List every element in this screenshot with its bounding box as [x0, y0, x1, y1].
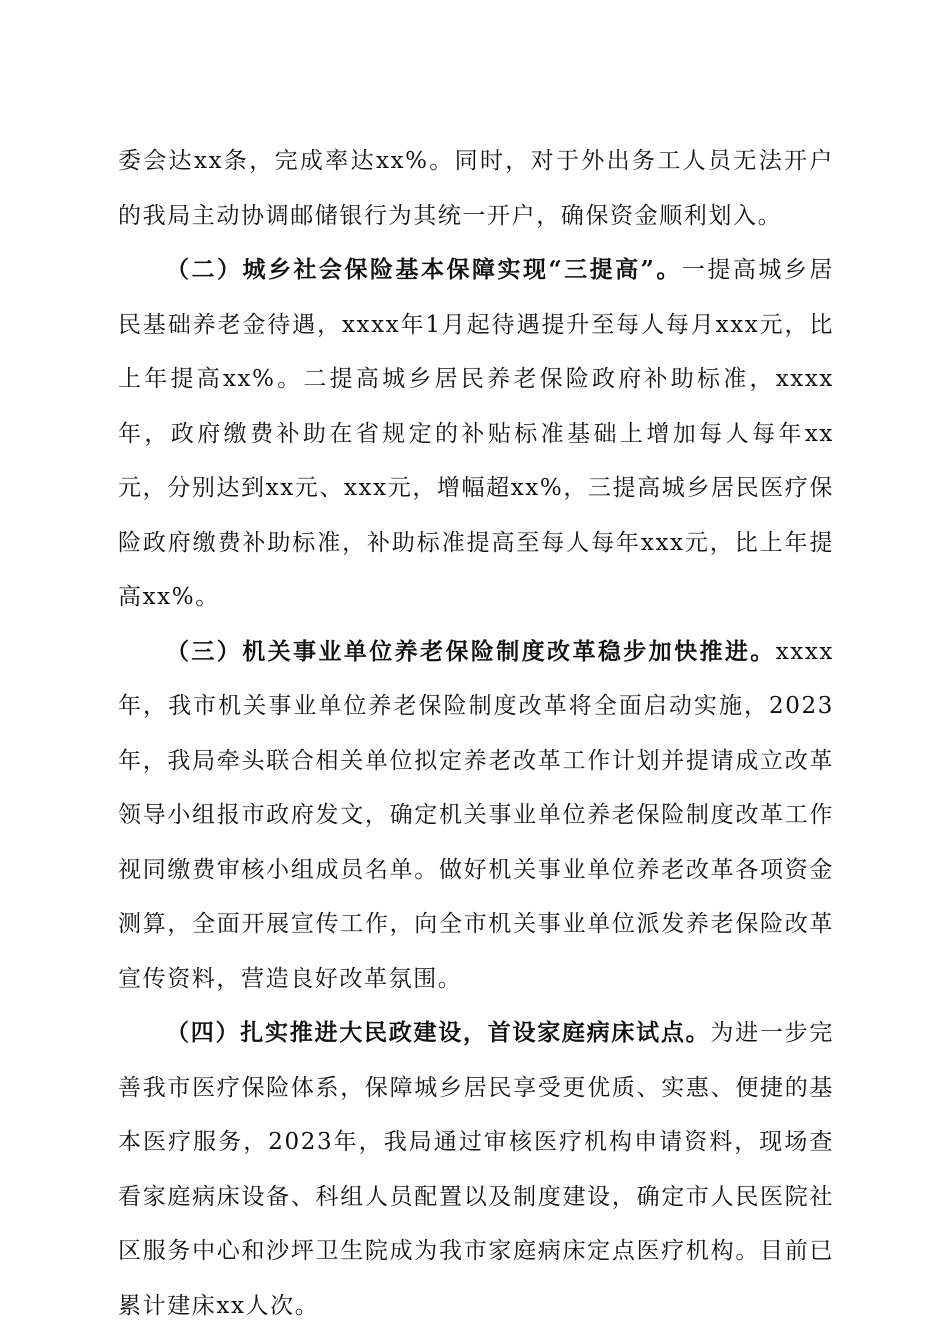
document-page: [118, 134, 834, 1333]
section-heading: （三）机关事业单位养老保险制度改革稳步加快推进。: [166, 637, 776, 665]
paragraph-continuation: [118, 134, 834, 243]
paragraph-body: 委会达xx条，完成率达xx%。同时，对于外出务工人员无法开户的我局主动协调邮储银行为其统一开户，确保资金顺利划入。: [118, 148, 834, 229]
section-heading: （四）扎实推进大民政建设，首设家庭病床试点。: [166, 1019, 711, 1046]
paragraph-body: 为进一步完善我市医疗保险体系，保障城乡居民享受更优质、实惠、便捷的基本医疗服务，2023年，我局通过审核医疗机构申请资料，现场查看家庭病床设备、科组人员配置以及制度建设，确定市人民医院社区服务中心和沙坪卫生院成为我市家庭病床定点医疗机构。目前已累计建床xx人次。: [118, 1020, 835, 1319]
paragraph-section-3: [118, 625, 834, 1007]
paragraph-section-4: [118, 1006, 834, 1333]
paragraph-body: 一提高城乡居民基础养老金待遇，xxxx年1月起待遇提升至每人每月xxx元，比上年提高xx%。二提高城乡居民养老保险政府补助标准，xxxx年，政府缴费补助在省规定的补贴标准基础上增加每人每年xx元，分别达到xx元、xxx元，增幅超xx%，三提高城乡居民医疗保险政府缴费补助标准，补助标准提高至每人每年xxx元，比上年提高xx%。: [118, 257, 834, 610]
section-heading: （二）城乡社会保险基本保障实现“三提高”。: [166, 256, 682, 283]
paragraph-body: xxxx年，我市机关事业单位养老保险制度改革将全面启动实施，2023年，我局牵头联合相关单位拟定养老改革工作计划并提请成立改革领导小组报市政府发文，确定机关事业单位养老保险制度改革工作视同缴费审核小组成员名单。做好机关事业单位养老改革各项资金测算，全面开展宣传工作，向全市机关事业单位派发养老保险改革宣传资料，营造良好改革氛围。: [118, 638, 834, 992]
paragraph-section-2: [118, 243, 834, 625]
